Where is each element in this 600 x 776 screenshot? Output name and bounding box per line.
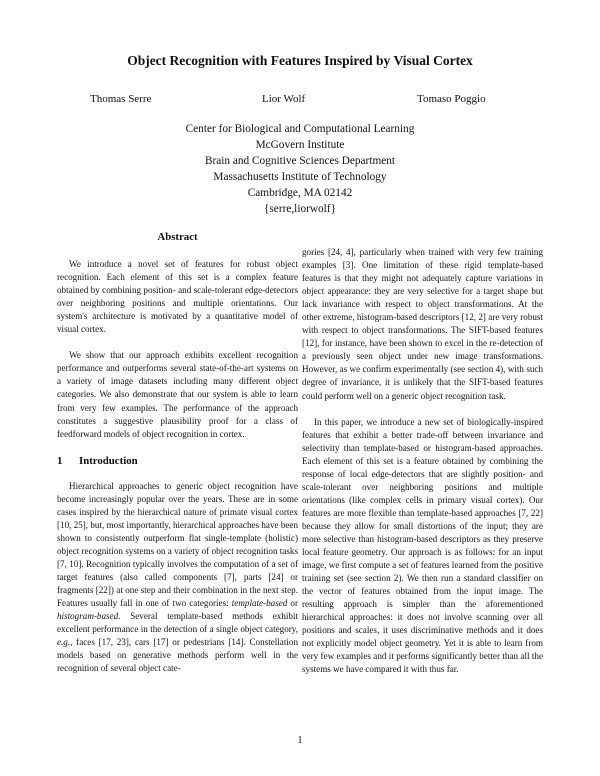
affiliation-line: McGovern Institute [255,139,345,151]
intro-paragraph-2: In this paper, we introduce a new set of biologically-inspired features that exhibit a better trade-off between invariance and selectivity than template-based or histogram-based approaches. Each element of this set is a feature obtained by combining the response of local edge-detectors that are slightly position- and scale-tolerant over neighboring positions and multiple orientations (like complex cells in primary visual cortex). Our features are more flexible than template-based approaches [7, 22] because they allow for small distortions of the input; they are more selective than histogram-based descriptors as they preserve local feature geometry. Our approach is as follows: for an input image, we first compute a set of features learned from the positive training set (see section 2). We then run a standard classifier on the vector of features obtained from the input image. The resulting approach is simpler than the aforementioned hierarchical approaches: it does not involve scanning over all positions and scales, it uses discriminative methods and it does not explicitly model object geometry. Yet it is able to learn from very few examples and it performs significantly better than all the systems we have compared it with thus far. [302,416,543,675]
page-number: 1 [297,735,303,746]
emphasis-template-based: template-based [231,598,288,609]
affiliation-line: Center for Biological and Computational Learning [185,123,415,135]
right-column [302,246,543,677]
abstract-paragraph-2: We show that our approach exhibits excellent recognition performance and outperforms several state-of-the-art systems on a variety of image datasets including many different object categories. We also demonstrate that our system is able to learn from very few examples. The performance of the approach constitutes a suggestive plausibility proof for a class of feedforward models of object recognition in cortex. [57,350,298,439]
affiliation-line: Cambridge, MA 02142 [247,187,353,199]
emphasis-eg: e.g. [57,637,71,648]
paper-title: Object Recognition with Features Inspired by Visual Cortex [127,53,473,68]
affiliation-block [0,121,600,217]
author-3: Tomaso Poggio [417,93,486,105]
author-2: Lior Wolf [262,93,306,105]
affiliation-line: Brain and Cognitive Sciences Department [204,155,396,167]
author-1: Thomas Serre [90,93,152,105]
section-number: 1 [57,454,63,467]
intro-paragraph-1-part-a: Hierarchical approaches to generic object recognition have become increasingly popular over the years. These are in some cases inspired by the hierarchical nature of primate visual cortex [10, 25], but, most importantly, hierarchical approaches have been shown to consistently outperform flat single-template (holistic) object recognition systems on a variety of object recognition tasks [7, 10]. Recognition typically involves the computation of a set of target features (also called components [7], parts [24] or fragments [22]) at one step and their combination in the next step. Features usually fall in one of two categories: template-based or histogram-based. Several template-based methods exhibit excellent performance in the detection of a single object category, e.g., faces [17, 23], cars [17] or pedestrians [14]. Constellation models based on generative methods perform well in the recognition of several object cate- [57,480,298,674]
emphasis-histogram-based: histogram-based [57,611,119,622]
section-title: Introduction [79,454,138,467]
affiliation-line: Massachusetts Institute of Technology [213,171,387,183]
abstract-heading: Abstract [157,231,198,243]
abstract-paragraph-1: We introduce a novel set of features for robust object recognition. Each element of this set is a complex feature obtained by combining position- and scale-tolerant edge-detectors over neighboring positions and multiple orientations. Our system's architecture is motivated by a quantitative model of visual cortex. [57,259,298,335]
affiliation-line: {serre,liorwolf} [263,203,336,215]
section-heading [57,455,298,468]
left-column [57,231,298,675]
intro-paragraph-1-continued: gories [24, 4], particularly when trained with very few training examples [3]. One limitation of these rigid template-based features is that they might not adequately capture variations in object appearance: they are very selective for a target shape but lack invariance with respect to object transformations. At the other extreme, histogram-based descriptors [12, 2] are very robust with respect to object transformations. The SIFT-based features [12], for instance, have been shown to excel in the re-detection of a previously seen object under new image transformations. However, as we confirm experimentally (see section 4), with such degree of invariance, it is unlikely that the SIFT-based features could perform well on a generic object recognition task. [302,247,543,401]
